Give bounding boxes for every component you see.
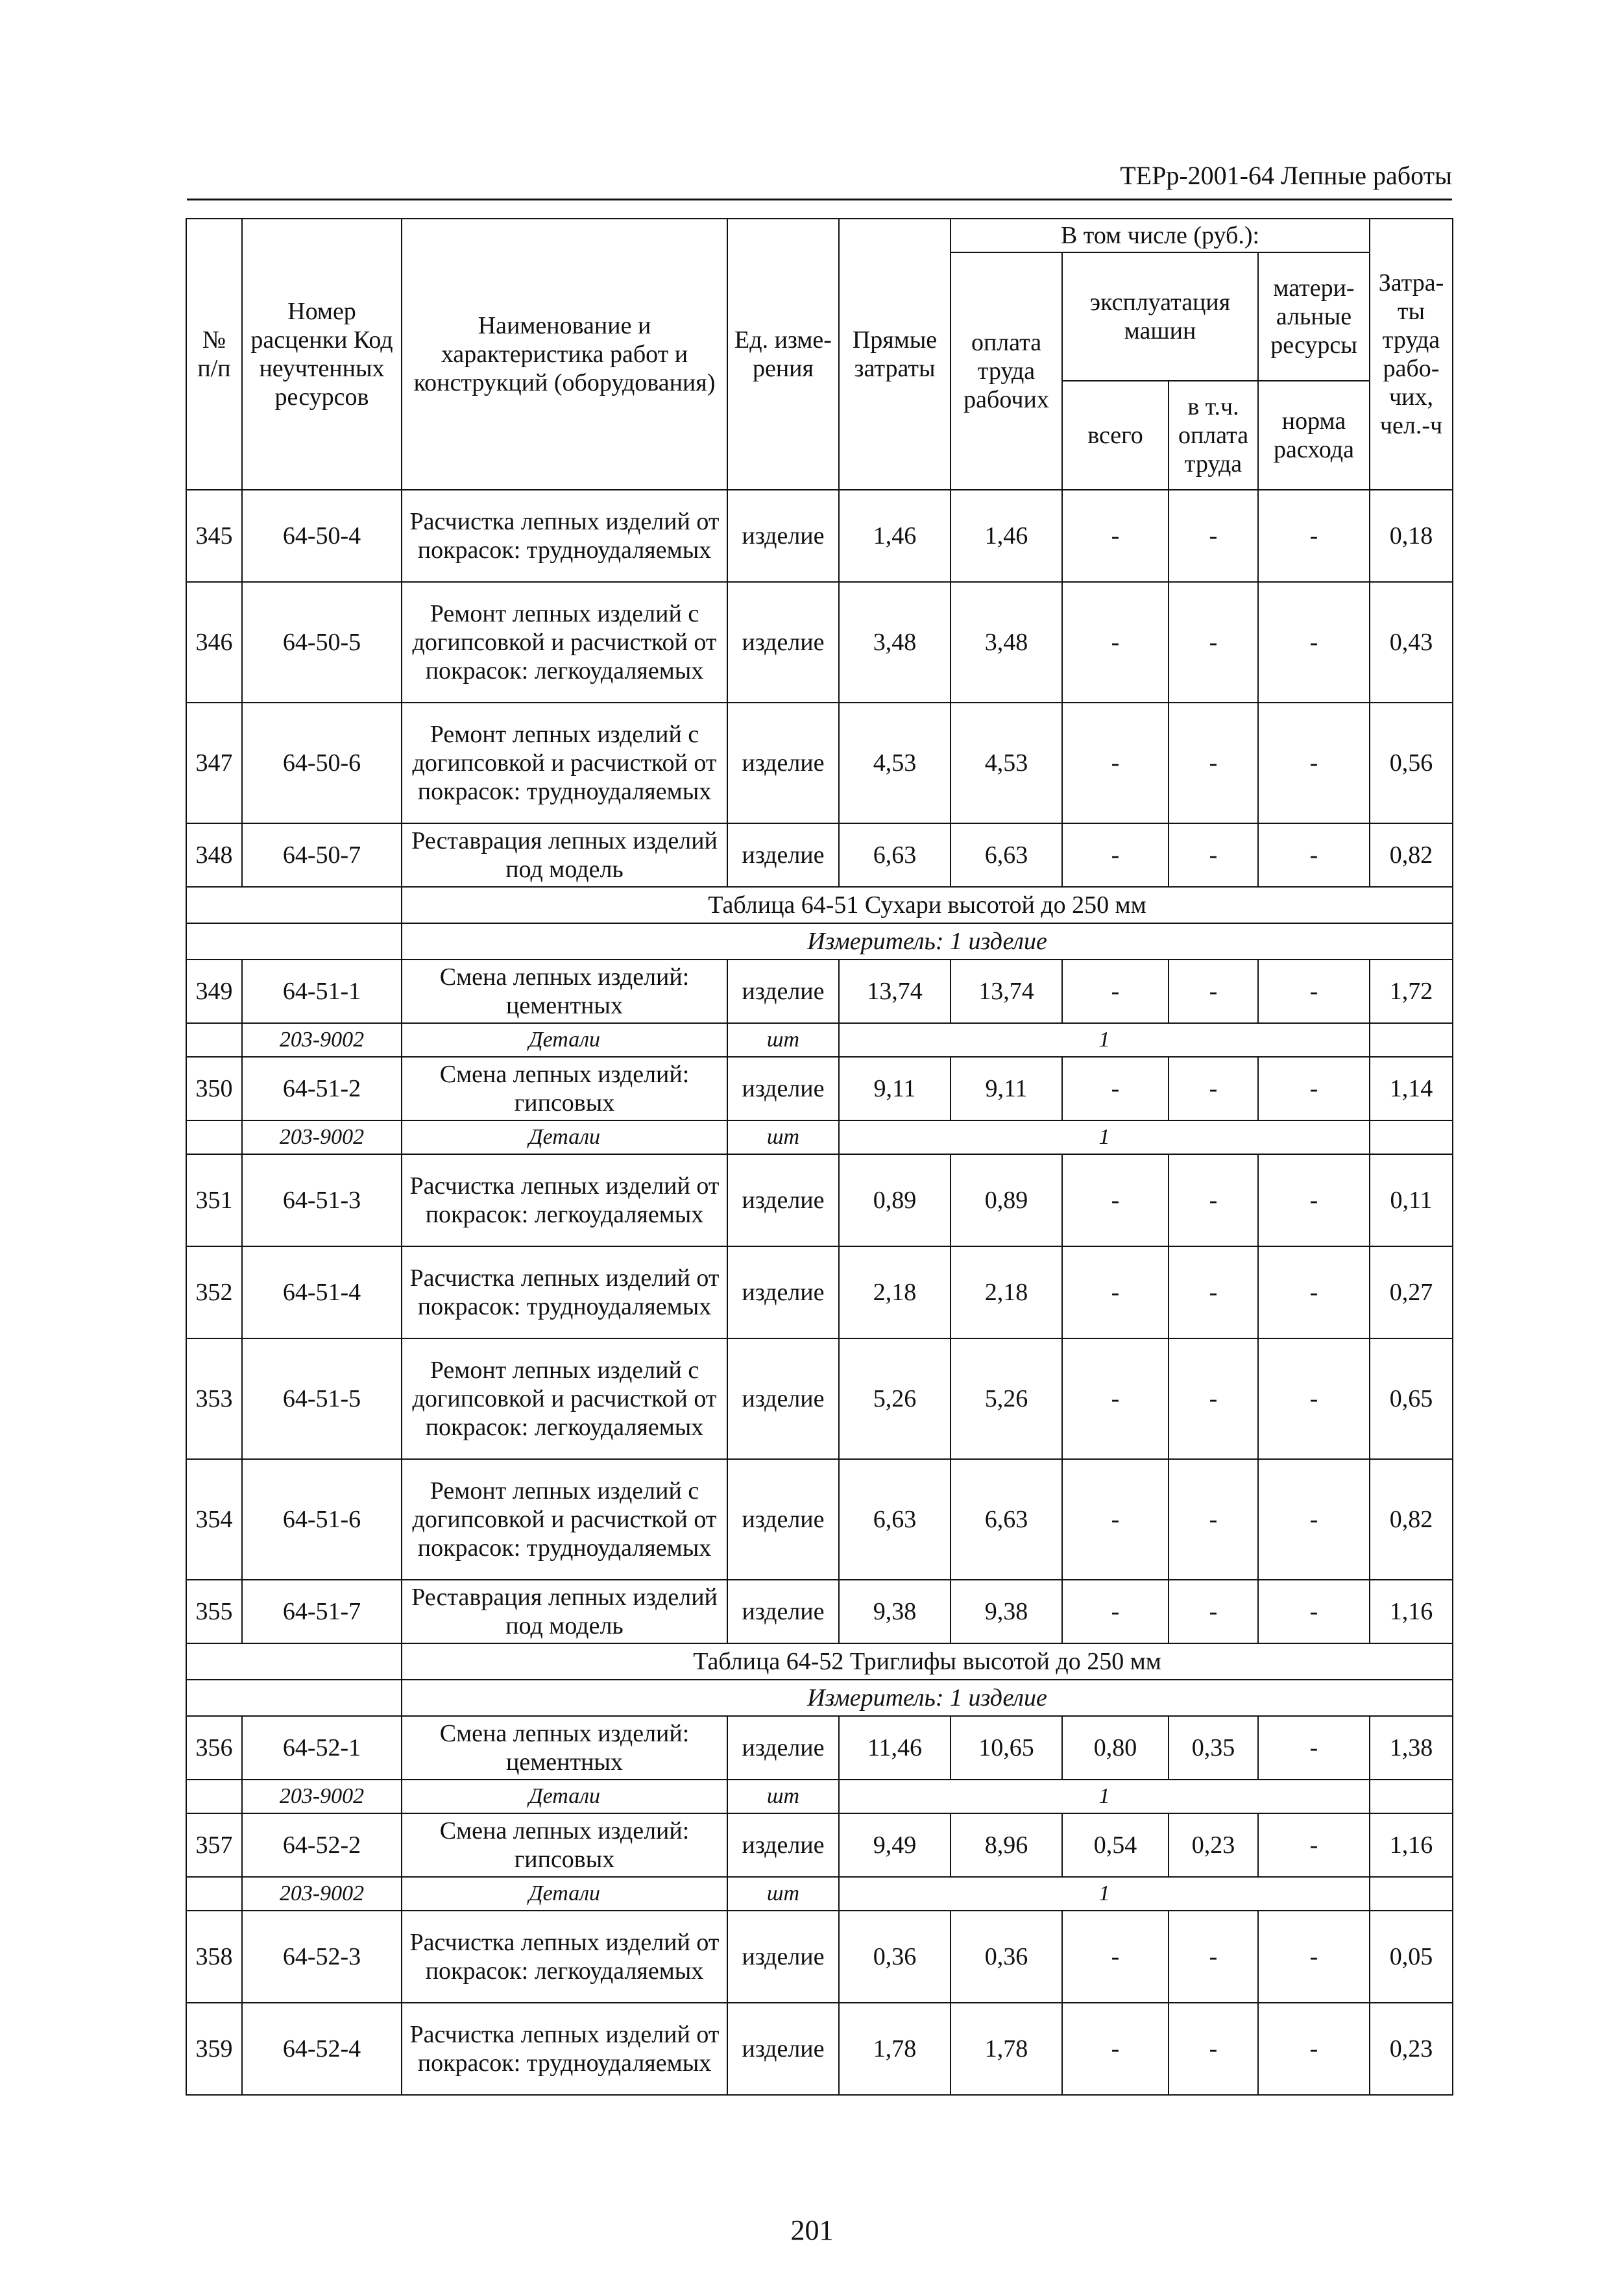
rate-row <box>186 490 1453 582</box>
labor-hours: 0,27 <box>1370 1246 1453 1338</box>
col-num-header: № п/п <box>186 219 242 490</box>
rate-row <box>186 1057 1453 1120</box>
unit: изделие <box>727 490 839 582</box>
materials: - <box>1258 1154 1370 1246</box>
labor-hours: 1,72 <box>1370 960 1453 1023</box>
col-name-header: Наименование и характеристика работ и конструкций (оборудования) <box>402 219 727 490</box>
machines-wages: - <box>1169 2003 1258 2095</box>
resource-code: 203-9002 <box>242 1780 402 1813</box>
resource-empty <box>1370 1877 1453 1911</box>
materials: - <box>1258 1813 1370 1877</box>
section-title: Таблица 64-51 Сухари высотой до 250 мм <box>402 887 1453 923</box>
work-name: Ремонт лепных изделий с догипсовкой и расчисткой от покрасок: легкоудаляемых <box>402 1338 727 1459</box>
labor-wages: 5,26 <box>951 1338 1062 1459</box>
resource-empty <box>186 1877 242 1911</box>
labor-wages: 9,38 <box>951 1580 1062 1643</box>
machines-total: 0,80 <box>1062 1716 1169 1780</box>
resource-row <box>186 1877 1453 1911</box>
labor-hours: 0,65 <box>1370 1338 1453 1459</box>
resource-empty <box>186 1780 242 1813</box>
rate-code: 64-51-5 <box>242 1338 402 1459</box>
work-name: Расчистка лепных изделий от покрасок: легкоудаляемых <box>402 1911 727 2003</box>
work-name: Смена лепных изделий: цементных <box>402 1716 727 1780</box>
row-number: 345 <box>186 490 242 582</box>
materials: - <box>1258 1459 1370 1580</box>
rates-table <box>186 218 1453 2096</box>
resource-unit: шт <box>727 1877 839 1911</box>
machines-wages: - <box>1169 1057 1258 1120</box>
unit: изделие <box>727 1154 839 1246</box>
work-name: Расчистка лепных изделий от покрасок: трудноудаляемых <box>402 490 727 582</box>
table-header <box>186 219 1453 490</box>
resource-name: Детали <box>402 1120 727 1154</box>
materials: - <box>1258 2003 1370 2095</box>
materials: - <box>1258 703 1370 823</box>
rate-code: 64-51-1 <box>242 960 402 1023</box>
rate-code: 64-51-7 <box>242 1580 402 1643</box>
resource-norm: 1 <box>839 1023 1370 1057</box>
resource-norm: 1 <box>839 1780 1370 1813</box>
resource-unit: шт <box>727 1780 839 1813</box>
resource-name: Детали <box>402 1023 727 1057</box>
rate-row <box>186 1911 1453 2003</box>
labor-wages: 10,65 <box>951 1716 1062 1780</box>
labor-hours: 1,38 <box>1370 1716 1453 1780</box>
labor-hours: 0,05 <box>1370 1911 1453 2003</box>
resource-empty <box>186 1120 242 1154</box>
resource-unit: шт <box>727 1120 839 1154</box>
direct-cost: 6,63 <box>839 823 951 887</box>
rows-table-64-51 <box>186 960 1453 1643</box>
unit: изделие <box>727 1459 839 1580</box>
labor-hours: 0,82 <box>1370 823 1453 887</box>
work-name: Реставрация лепных изделий под модель <box>402 823 727 887</box>
rate-row <box>186 960 1453 1023</box>
machines-wages: - <box>1169 703 1258 823</box>
machines-total: - <box>1062 823 1169 887</box>
machines-total: - <box>1062 1338 1169 1459</box>
direct-cost: 1,78 <box>839 2003 951 2095</box>
unit: изделие <box>727 1716 839 1780</box>
rate-row <box>186 1716 1453 1780</box>
materials: - <box>1258 1246 1370 1338</box>
col-incl-header: В том числе (руб.): <box>951 219 1370 252</box>
machines-total: - <box>1062 1911 1169 2003</box>
col-direct-header: Прямые затраты <box>839 219 951 490</box>
row-number: 348 <box>186 823 242 887</box>
machines-total: 0,54 <box>1062 1813 1169 1877</box>
rate-code: 64-50-7 <box>242 823 402 887</box>
resource-code: 203-9002 <box>242 1877 402 1911</box>
work-name: Смена лепных изделий: гипсовых <box>402 1057 727 1120</box>
rate-row <box>186 1580 1453 1643</box>
work-name: Расчистка лепных изделий от покрасок: трудноудаляемых <box>402 1246 727 1338</box>
rate-row <box>186 1813 1453 1877</box>
labor-hours: 0,18 <box>1370 490 1453 582</box>
machines-wages: - <box>1169 1246 1258 1338</box>
machines-total: - <box>1062 1459 1169 1580</box>
rate-code: 64-52-3 <box>242 1911 402 2003</box>
materials: - <box>1258 490 1370 582</box>
rate-row <box>186 1459 1453 1580</box>
direct-cost: 9,38 <box>839 1580 951 1643</box>
labor-wages: 2,18 <box>951 1246 1062 1338</box>
resource-code: 203-9002 <box>242 1023 402 1057</box>
direct-cost: 9,11 <box>839 1057 951 1120</box>
direct-cost: 5,26 <box>839 1338 951 1459</box>
materials: - <box>1258 1911 1370 2003</box>
machines-wages: 0,23 <box>1169 1813 1258 1877</box>
machines-wages: 0,35 <box>1169 1716 1258 1780</box>
direct-cost: 13,74 <box>839 960 951 1023</box>
row-number: 352 <box>186 1246 242 1338</box>
materials: - <box>1258 582 1370 703</box>
row-number: 359 <box>186 2003 242 2095</box>
rate-row <box>186 582 1453 703</box>
col-materials-header: матери-альные ресурсы <box>1258 252 1370 381</box>
direct-cost: 3,48 <box>839 582 951 703</box>
labor-wages: 3,48 <box>951 582 1062 703</box>
section-64-51 <box>186 887 1453 960</box>
unit: изделие <box>727 960 839 1023</box>
machines-total: - <box>1062 1057 1169 1120</box>
labor-wages: 0,89 <box>951 1154 1062 1246</box>
col-machines-total-header: всего <box>1062 381 1169 490</box>
machines-wages: - <box>1169 1911 1258 2003</box>
col-norm-header: норма расхода <box>1258 381 1370 490</box>
rate-code: 64-50-5 <box>242 582 402 703</box>
labor-wages: 0,36 <box>951 1911 1062 2003</box>
resource-empty <box>186 1023 242 1057</box>
resource-name: Детали <box>402 1780 727 1813</box>
rate-code: 64-50-4 <box>242 490 402 582</box>
rate-row <box>186 1154 1453 1246</box>
unit: изделие <box>727 1246 839 1338</box>
rate-code: 64-52-4 <box>242 2003 402 2095</box>
resource-norm: 1 <box>839 1120 1370 1154</box>
machines-wages: - <box>1169 1154 1258 1246</box>
unit: изделие <box>727 2003 839 2095</box>
machines-total: - <box>1062 1580 1169 1643</box>
labor-wages: 4,53 <box>951 703 1062 823</box>
rate-code: 64-51-6 <box>242 1459 402 1580</box>
materials: - <box>1258 1580 1370 1643</box>
section-measure: Измеритель: 1 изделие <box>402 1680 1453 1716</box>
unit: изделие <box>727 1813 839 1877</box>
machines-wages: - <box>1169 1580 1258 1643</box>
machines-total: - <box>1062 960 1169 1023</box>
labor-wages: 9,11 <box>951 1057 1062 1120</box>
rate-row <box>186 2003 1453 2095</box>
resource-norm: 1 <box>839 1877 1370 1911</box>
rate-row <box>186 703 1453 823</box>
work-name: Ремонт лепных изделий с догипсовкой и расчисткой от покрасок: легкоудаляемых <box>402 582 727 703</box>
machines-total: - <box>1062 2003 1169 2095</box>
col-unit-header: Ед. изме-рения <box>727 219 839 490</box>
machines-wages: - <box>1169 1338 1258 1459</box>
direct-cost: 4,53 <box>839 703 951 823</box>
rate-code: 64-51-4 <box>242 1246 402 1338</box>
row-number: 358 <box>186 1911 242 2003</box>
col-code-header: Номер расценки Код неучтенных ресурсов <box>242 219 402 490</box>
unit: изделие <box>727 1338 839 1459</box>
rows-table-64-52 <box>186 1716 1453 2095</box>
rate-code: 64-51-2 <box>242 1057 402 1120</box>
resource-empty <box>1370 1780 1453 1813</box>
labor-wages: 1,78 <box>951 2003 1062 2095</box>
col-labor-header: Затра-ты труда рабо-чих, чел.-ч <box>1370 219 1453 490</box>
rate-code: 64-50-6 <box>242 703 402 823</box>
resource-name: Детали <box>402 1877 727 1911</box>
labor-hours: 0,56 <box>1370 703 1453 823</box>
document-title: ТЕРр-2001-64 Лепные работы <box>1120 161 1452 190</box>
labor-hours: 0,82 <box>1370 1459 1453 1580</box>
resource-code: 203-9002 <box>242 1120 402 1154</box>
machines-wages: - <box>1169 1459 1258 1580</box>
resource-unit: шт <box>727 1023 839 1057</box>
row-number: 347 <box>186 703 242 823</box>
machines-total: - <box>1062 703 1169 823</box>
labor-wages: 6,63 <box>951 1459 1062 1580</box>
rows-table-64-50 <box>186 490 1453 887</box>
machines-total: - <box>1062 582 1169 703</box>
row-number: 353 <box>186 1338 242 1459</box>
direct-cost: 9,49 <box>839 1813 951 1877</box>
unit: изделие <box>727 582 839 703</box>
labor-hours: 0,43 <box>1370 582 1453 703</box>
work-name: Расчистка лепных изделий от покрасок: трудноудаляемых <box>402 2003 727 2095</box>
page-header <box>187 157 1452 200</box>
resource-row <box>186 1780 1453 1813</box>
resource-empty <box>1370 1120 1453 1154</box>
col-machines-header: эксплуатация машин <box>1062 252 1258 381</box>
section-measure: Измеритель: 1 изделие <box>402 923 1453 960</box>
direct-cost: 6,63 <box>839 1459 951 1580</box>
labor-hours: 0,11 <box>1370 1154 1453 1246</box>
labor-hours: 1,16 <box>1370 1580 1453 1643</box>
direct-cost: 11,46 <box>839 1716 951 1780</box>
rate-code: 64-51-3 <box>242 1154 402 1246</box>
labor-wages: 1,46 <box>951 490 1062 582</box>
materials: - <box>1258 823 1370 887</box>
row-number: 346 <box>186 582 242 703</box>
labor-wages: 13,74 <box>951 960 1062 1023</box>
machines-total: - <box>1062 1246 1169 1338</box>
direct-cost: 0,36 <box>839 1911 951 2003</box>
unit: изделие <box>727 823 839 887</box>
rate-row <box>186 823 1453 887</box>
row-number: 356 <box>186 1716 242 1780</box>
section-title: Таблица 64-52 Триглифы высотой до 250 мм <box>402 1643 1453 1680</box>
direct-cost: 2,18 <box>839 1246 951 1338</box>
work-name: Реставрация лепных изделий под модель <box>402 1580 727 1643</box>
page-number: 201 <box>790 2214 834 2246</box>
row-number: 350 <box>186 1057 242 1120</box>
work-name: Смена лепных изделий: цементных <box>402 960 727 1023</box>
labor-hours: 1,16 <box>1370 1813 1453 1877</box>
labor-hours: 1,14 <box>1370 1057 1453 1120</box>
unit: изделие <box>727 1057 839 1120</box>
row-number: 354 <box>186 1459 242 1580</box>
work-name: Смена лепных изделий: гипсовых <box>402 1813 727 1877</box>
row-number: 355 <box>186 1580 242 1643</box>
col-machines-wages-header: в т.ч. оплата труда <box>1169 381 1258 490</box>
unit: изделие <box>727 1911 839 2003</box>
work-name: Ремонт лепных изделий с догипсовкой и расчисткой от покрасок: трудноудаляемых <box>402 1459 727 1580</box>
resource-empty <box>1370 1023 1453 1057</box>
rate-code: 64-52-1 <box>242 1716 402 1780</box>
machines-total: - <box>1062 490 1169 582</box>
machines-wages: - <box>1169 823 1258 887</box>
materials: - <box>1258 1338 1370 1459</box>
work-name: Расчистка лепных изделий от покрасок: легкоудаляемых <box>402 1154 727 1246</box>
machines-wages: - <box>1169 960 1258 1023</box>
machines-wages: - <box>1169 582 1258 703</box>
resource-row <box>186 1023 1453 1057</box>
materials: - <box>1258 1716 1370 1780</box>
machines-wages: - <box>1169 490 1258 582</box>
direct-cost: 1,46 <box>839 490 951 582</box>
direct-cost: 0,89 <box>839 1154 951 1246</box>
row-number: 351 <box>186 1154 242 1246</box>
machines-total: - <box>1062 1154 1169 1246</box>
unit: изделие <box>727 703 839 823</box>
col-wages-header: оплата труда рабочих <box>951 252 1062 490</box>
row-number: 349 <box>186 960 242 1023</box>
row-number: 357 <box>186 1813 242 1877</box>
materials: - <box>1258 1057 1370 1120</box>
rate-row <box>186 1338 1453 1459</box>
rate-row <box>186 1246 1453 1338</box>
materials: - <box>1258 960 1370 1023</box>
resource-row <box>186 1120 1453 1154</box>
labor-hours: 0,23 <box>1370 2003 1453 2095</box>
labor-wages: 6,63 <box>951 823 1062 887</box>
unit: изделие <box>727 1580 839 1643</box>
labor-wages: 8,96 <box>951 1813 1062 1877</box>
section-64-52 <box>186 1643 1453 1716</box>
rate-code: 64-52-2 <box>242 1813 402 1877</box>
work-name: Ремонт лепных изделий с догипсовкой и расчисткой от покрасок: трудноудаляемых <box>402 703 727 823</box>
